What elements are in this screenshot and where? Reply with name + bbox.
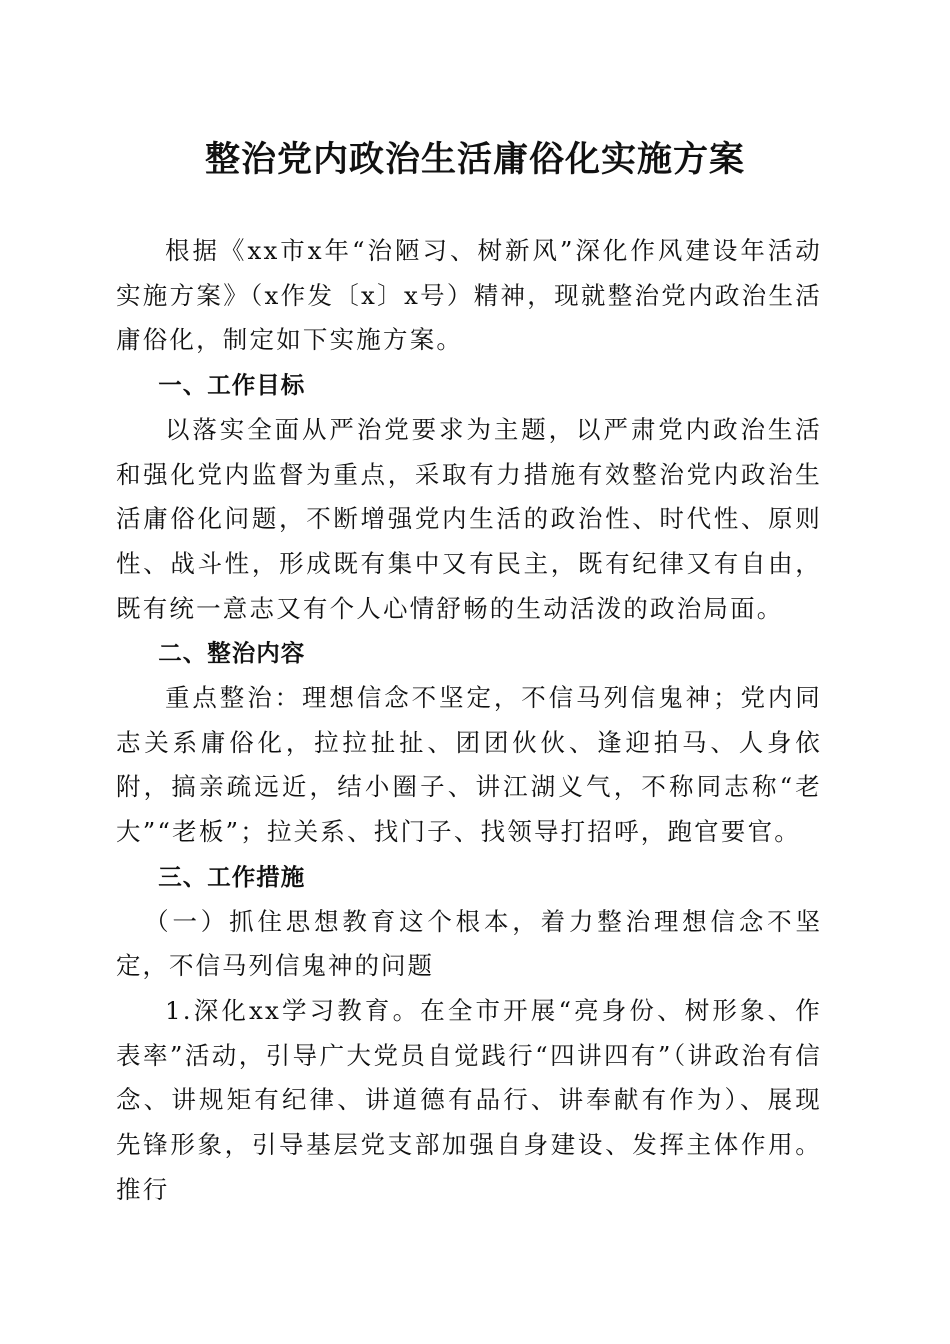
section-text-content: 重点整治：理想信念不坚定，不信马列信鬼神；党内同志关系庸俗化，拉拉扯扯、团团伙伙、逢迎拍马、人身依附，搞亲疏远近，结小圈子、讲江湖义气，不称同志称“老大”“老板”；拉关系、找门子、找领导打招呼，跑官要官。 xyxy=(116,683,822,847)
section-text-measures: 1.深化xx学习教育。在全市开展“亮身份、树形象、作表率”活动，引导广大党员自觉践行“四讲四有”（讲政治有信念、讲规矩有纪律、讲道德有品行、讲奉献有作为）、展现先锋形象，引导基层党支部加强自身建设、发挥主体作用。推行 xyxy=(116,995,822,1204)
section-heading-goals: 一、工作目标 xyxy=(158,371,306,400)
section-heading-content: 二、整治内容 xyxy=(158,639,306,668)
document-title: 整治党内政治生活庸俗化实施方案 xyxy=(204,139,745,180)
section-heading-measures: 三、工作措施 xyxy=(158,862,306,891)
section-text-goals: 以落实全面从严治党要求为主题，以严肃党内政治生活和强化党内监督为重点，采取有力措施有效整治党内政治生活庸俗化问题，不断增强党内生活的政治性、时代性、原则性、战斗性，形成既有集中又有民主，既有纪律又有自由，既有统一意志又有个人心情舒畅的生动活泼的政治局面。 xyxy=(116,414,822,623)
section-subheading-measures-1: （一）抓住思想教育这个根本，着力整治理想信念不坚定，不信马列信鬼神的问题 xyxy=(116,906,822,981)
intro-paragraph: 根据《xx市x年“治陋习、树新风”深化作风建设年活动实施方案》（x作发〔x〕x号）精神，现就整治党内政治生活庸俗化，制定如下实施方案。 xyxy=(116,236,822,355)
document-body xyxy=(116,229,822,1212)
